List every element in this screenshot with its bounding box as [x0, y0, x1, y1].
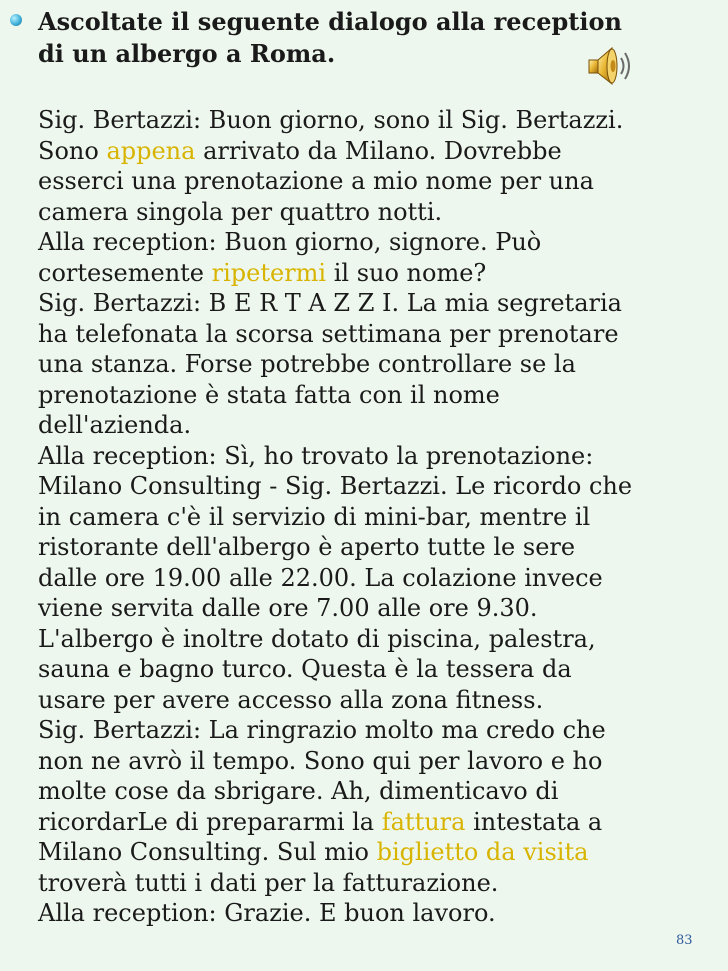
dialogue-line: Alla reception: Sì, ho trovato la prenotazione: — [38, 441, 594, 470]
dialogue-line: L'albergo è inoltre dotato di piscina, palestra, — [38, 624, 596, 653]
dialogue-line: ha telefonata la scorsa settimana per prenotare — [38, 319, 619, 348]
dialogue-text-part: Milano Consulting. Sul mio — [38, 838, 377, 866]
dialogue-line: dell'azienda. — [38, 411, 192, 439]
dialogue-line: in camera c'è il servizio di mini-bar, mentre il — [38, 502, 591, 531]
dialogue-line: prenotazione è stata fatta con il nome — [38, 380, 500, 409]
dialogue-text-part: intestata a — [465, 807, 603, 836]
dialogue-line: Sig. Bertazzi: B E R T A Z Z I. La mia segretaria — [38, 289, 622, 317]
dialogue-text-part: Sono — [38, 136, 107, 165]
dialogue-line: Sig. Bertazzi: Buon giorno, sono il Sig. Bertazzi. — [38, 106, 624, 134]
highlighted-word: ripetermi — [211, 258, 327, 287]
dialogue-line: Alla reception: Grazie. E buon lavoro. — [38, 899, 496, 927]
dialogue-line: viene servita dalle ore 7.00 alle ore 9.30. — [38, 594, 538, 622]
dialogue-line: molte cose da sbrigare. Ah, dimenticavo di — [38, 777, 559, 805]
dialogue-line: usare per avere accesso alla zona fitness. — [38, 685, 544, 714]
bullet-icon — [10, 14, 22, 26]
dialogue-text — [38, 105, 723, 929]
dialogue-line — [38, 136, 723, 167]
dialogue-line — [38, 258, 723, 289]
dialogue-line — [38, 837, 723, 868]
heading-line: Ascoltate il seguente dialogo alla reception — [38, 7, 622, 36]
dialogue-line: troverà tutti i dati per la fatturazione. — [38, 868, 499, 897]
dialogue-line: ristorante dell'albergo è aperto tutte le sere — [38, 533, 576, 561]
dialogue-line: sauna e bagno turco. Questa è la tessera da — [38, 655, 572, 683]
highlighted-word: appena — [106, 136, 196, 165]
dialogue-line: dalle ore 19.00 alle 22.00. La colazione invece — [38, 563, 603, 592]
heading-line: di un albergo a Roma. — [38, 39, 336, 68]
dialogue-line: una stanza. Forse potrebbe controllare se la — [38, 350, 576, 378]
dialogue-line: Milano Consulting - Sig. Bertazzi. Le ricordo che — [38, 472, 633, 500]
dialogue-line: esserci una prenotazione a mio nome per una — [38, 167, 594, 195]
page-number: 83 — [676, 933, 693, 948]
dialogue-line: Sig. Bertazzi: La ringrazio molto ma credo che — [38, 716, 606, 744]
dialogue-text-part: il suo nome? — [326, 258, 487, 287]
dialogue-text-part: ricordarLe di prepararmi la — [38, 807, 382, 836]
speaker-icon[interactable] — [585, 42, 633, 90]
dialogue-line: non ne avrò il tempo. Sono qui per lavoro e ho — [38, 746, 603, 775]
highlighted-word: fattura — [381, 807, 466, 836]
dialogue-line — [38, 807, 723, 838]
dialogue-text-part: arrivato da Milano. Dovrebbe — [195, 136, 562, 165]
dialogue-line: Alla reception: Buon giorno, signore. Può — [38, 228, 542, 256]
dialogue-line: camera singola per quattro notti. — [38, 197, 443, 226]
highlighted-word: biglietto da visita — [376, 838, 589, 866]
dialogue-text-part: cortesemente — [38, 258, 212, 287]
